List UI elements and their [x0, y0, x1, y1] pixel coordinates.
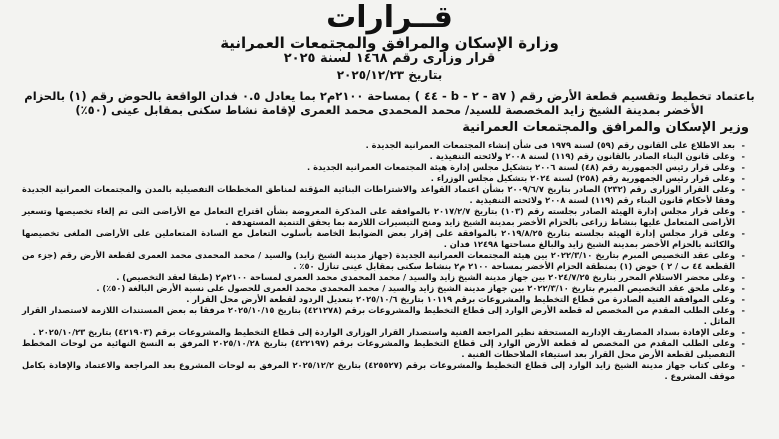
masthead-title: قــرارات	[326, 0, 453, 35]
clause: - وعلى قرار رئيس الجمهورية رقم (٢٥٨) لسنة ٢٠٢٤ بتشكيل مجلس الوزراء .	[22, 173, 745, 184]
clause: - وعلى الطلب المقدم من المخصص له قطعة الأرض الوارد إلى قطاع التخطيط والمشروعات برقم (٤٢١٢٧٨) بتاريخ ٢٠٢٥/١٠/١٥ مرفقا به بعض المستندات اللازمة لاستصدار القرار الماثل .	[22, 305, 745, 327]
clause: - وعلى الإفادة بسداد المصاريف الإدارية المستحقة نظير المراجعة الفنية واستصدار القرار الوزارى الواردة إلى قطاع التخطيط والمشروعات برقم (٤٢١٩٠٣) بتاريخ ٢٠٢٥/١٠/٢٣ .	[22, 327, 745, 338]
clause: - وعلى محضر الاستلام المحرر بتاريخ ٢٠٢٤/٧/٢٥ بين جهاز مدينة الشيخ زايد والسيد / محمد المحمدى محمد العمرى لمساحة ٢١٠٠م٢ (طبقا لعقد التخصيص) .	[22, 272, 745, 283]
clause: - وعلى قانون البناء الصادر بالقانون رقم (١١٩) لسنة ٢٠٠٨ ولائحته التنفيذية .	[22, 151, 745, 162]
ministry-name: وزارة الإسكان والمرافق والمجتمعات العمرانية	[220, 34, 559, 52]
clause: - وعلى كتاب جهاز مدينة الشيخ زايد الوارد إلى قطاع التخطيط والمشروعات برقم (٤٢٥٥٢٧) بتاريخ ٢٠٢٥/١٢/٢ المرفق به لوحات المشروع بعد المراجعة والاعتماد والإفادة بكامل موقف المشروع .	[22, 360, 745, 382]
clause: - وعلى عقد التخصيص المبرم بتاريخ ٢٠٢٢/٣/١٠ بين هيئة المجتمعات العمرانية الجديدة (جهاز مدينة الشيخ زايد) والسيد / محمد المحمدى محمد العمرى لقطعة الأرض رقم (جزء من القطعة ٤٤ ب / ٢ ) حوض (١) بمنطقة الحزام الأخضر بمساحة ٢١٠٠ م٢ بنشاط سكنى بمقابل عينى تنازل ٥٠٪ .	[22, 250, 745, 272]
clause: - وعلى القرار الوزارى رقم (٢٣٢) الصادر بتاريخ ٢٠٠٩/٦/٧ بشأن اعتماد القواعد والاشتراطات البنائية المؤقتة لمناطق المخططات التفصيلية بالمدن والمجتمعات العمرانية الجديدة وفقا لأحكام قانون البناء رقم (١١٩) لسنة ٢٠٠٨ ولائحته التنفيذية .	[22, 184, 745, 206]
minister-heading: وزير الإسكان والمرافق والمجتمعات العمرانية	[462, 120, 749, 135]
clause: - وعلى قرار رئيس الجمهورية رقم (٤٨) لسنة ٢٠٠٦ بتشكيل مجلس إدارة هيئة المجتمعات العمرانية الجديدة .	[22, 162, 745, 173]
decree-number: قرار وزارى رقم ١٤٦٨ لسنة ٢٠٢٥	[283, 51, 496, 66]
clause: - وعلى الموافقة الفنية الصادرة من قطاع التخطيط والمشروعات برقم ١٠١١٩ بتاريخ ٢٠٢٥/١٠/٦ بتعديل الردود لقطعة الأرض محل القرار .	[22, 294, 745, 305]
clause: - وعلى ملحق عقد التخصيص المبرم بتاريخ ٢٠٢٢/٣/١٠ بين جهاز مدينة الشيخ زايد والسيد / محمد المحمدى محمد العمرى للحصول على نسبة الأرض البالغة (٥٠٪) .	[22, 283, 745, 294]
decree-subject: باعتماد تخطيط وتقسيم قطعة الأرض رقم ( a٧ - ٢ - b - ٤٤ ) بمساحة ٢١٠٠م٢ بما يعادل ٠.٥ فدان الواقعة بالحوض رقم (١) بالحزام الأخضر بمدينة الشيخ زايد المخصصة للسيد/ محمد المحمدى محمد العمرى لإقامة نشاط سكنى بمقابل عينى (٥٠٪)	[24, 89, 755, 117]
decree-clauses	[22, 140, 745, 382]
clause: - وعلى قرار مجلس إدارة الهيئة الصادر بجلسته رقم (١٠٣) بتاريخ ٢٠١٧/٢/٧ بالموافقة على المذكرة المعروضة بشأن اقتراح التعامل مع الأراضى التى تم إلغاء تخصيصها وتسعير الأراضى المتعامل عليها بنشاط زراعى بالحزام الأخضر بمدينة الشيخ زايد ومنح التيسيرات اللازمة بما يحقق التنمية المستهدفة .	[22, 206, 745, 228]
decree-date: بتاريخ ٢٠٢٥/١٢/٢٣	[336, 68, 443, 82]
clause: - وعلى الطلب المقدم من المخصص له قطعة الأرض الوارد إلى قطاع التخطيط والمشروعات برقم (٤٢٢١٩٧) بتاريخ ٢٠٢٥/١٠/٢٨ المرفق به النسخ النهائية من لوحات المخطط التفصيلى لقطعة الأرض محل القرار بعد استيفاء الملاحظات الفنية .	[22, 338, 745, 360]
clause: - وعلى قرار مجلس إدارة الهيئة بجلسته بتاريخ ٢٠١٩/٨/٢٥ بالموافقة على إقرار بعض الضوابط الخاصة بأسلوب التعامل مع السادة المتعاملين على الأراضى الملغى تخصيصها والكائنة بالحزام الأخضر بمدينة الشيخ زايد والبالغ مساحتها ١٢٤٩٨ فدان .	[22, 228, 745, 250]
clause: - بعد الاطلاع على القانون رقم (٥٩) لسنة ١٩٧٩ فى شأن إنشاء المجتمعات العمرانية الجديدة .	[22, 140, 745, 151]
